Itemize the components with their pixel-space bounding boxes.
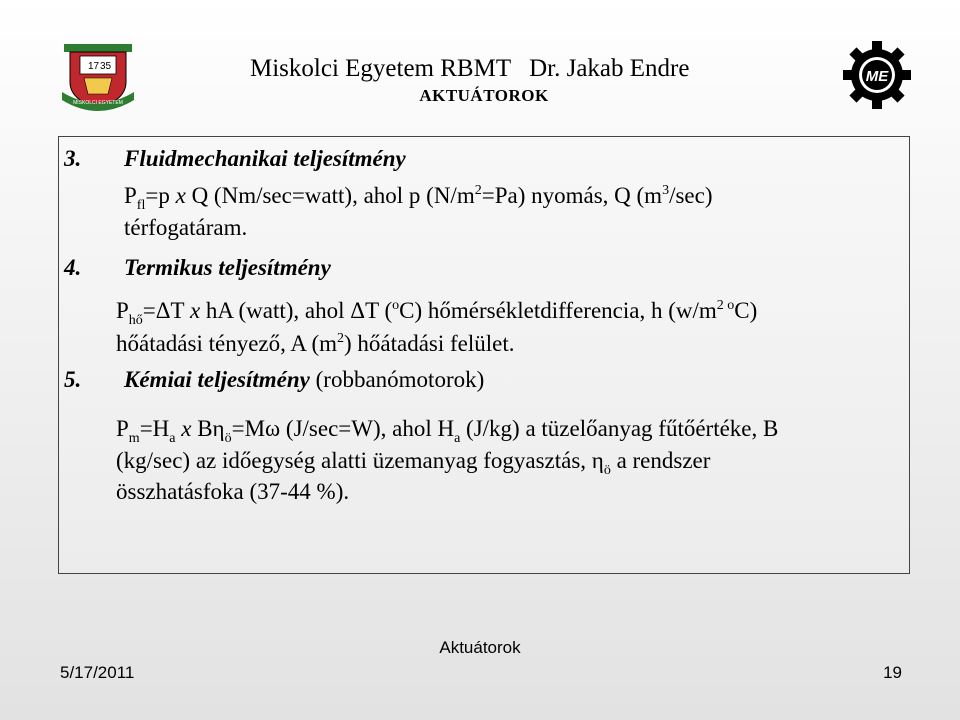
section-3-line-2: térfogatáram. [124,215,248,240]
section-5-line-2: (kg/sec) az időegység alatti üzemanyag fogyasztás, $\eta_ö$ a rendszer [116,448,711,478]
section-3-line-1: $P_{fl}=p$ x Q (Nm/sec=watt), ahol p $(N/m^2=Pa)$ nyomás, Q $(m^3/\sec)$ [124,183,713,213]
gear-logo-text: ME [865,68,889,85]
crest-year-2: 35 [100,61,112,72]
university-name: Miskolci Egyetem RBMT [250,55,512,82]
header-subtitle: AKTUÁTOROK [419,86,549,105]
footer-page-number: 19 [883,663,902,682]
section-5-title: Kémiai teljesítmény [124,367,310,392]
footer-date: 5/17/2011 [60,663,135,682]
section-5-number: 5. [64,367,82,392]
gear-logo-icon [842,40,912,110]
section-4-number: 4. [64,255,82,280]
crest-year-1: 17 [88,61,100,72]
section-3-title: Fluidmechanikai teljesítmény [124,146,406,171]
section-4-heading [64,255,331,281]
section-3-heading [64,146,406,172]
section-5-title-rest: (robbanómotorok) [309,367,485,392]
crest-band-text: MISKOLCI EGYETEM [73,100,123,106]
section-4-line-1: $P_{hő}=\Delta T$ x hA (watt), ahol ΔT ($^o$C) hőmérsékletdifferencia, h $(w/m^{2 o}C)$ [116,298,758,328]
author-name: Dr. Jakab Endre [529,55,690,82]
section-3-number: 3. [64,146,82,171]
footer-title: Aktuátorok [439,638,521,657]
section-4-title: Termikus teljesítmény [124,255,331,280]
section-5-heading [64,367,484,393]
section-4-line-2: hőátadási tényező, A $(m^2)$ hőátadási felület. [116,331,515,356]
section-5-line-1: $P_m=H_a$ x $B\eta_ö=M\omega$ (J/sec=W), ahol $H_a$ (J/kg) a tüzelőanyag fűtőértéke, B [116,416,779,446]
header-title [250,55,689,83]
section-5-line-3: összhatásfoka (37-44 %). [116,479,350,504]
